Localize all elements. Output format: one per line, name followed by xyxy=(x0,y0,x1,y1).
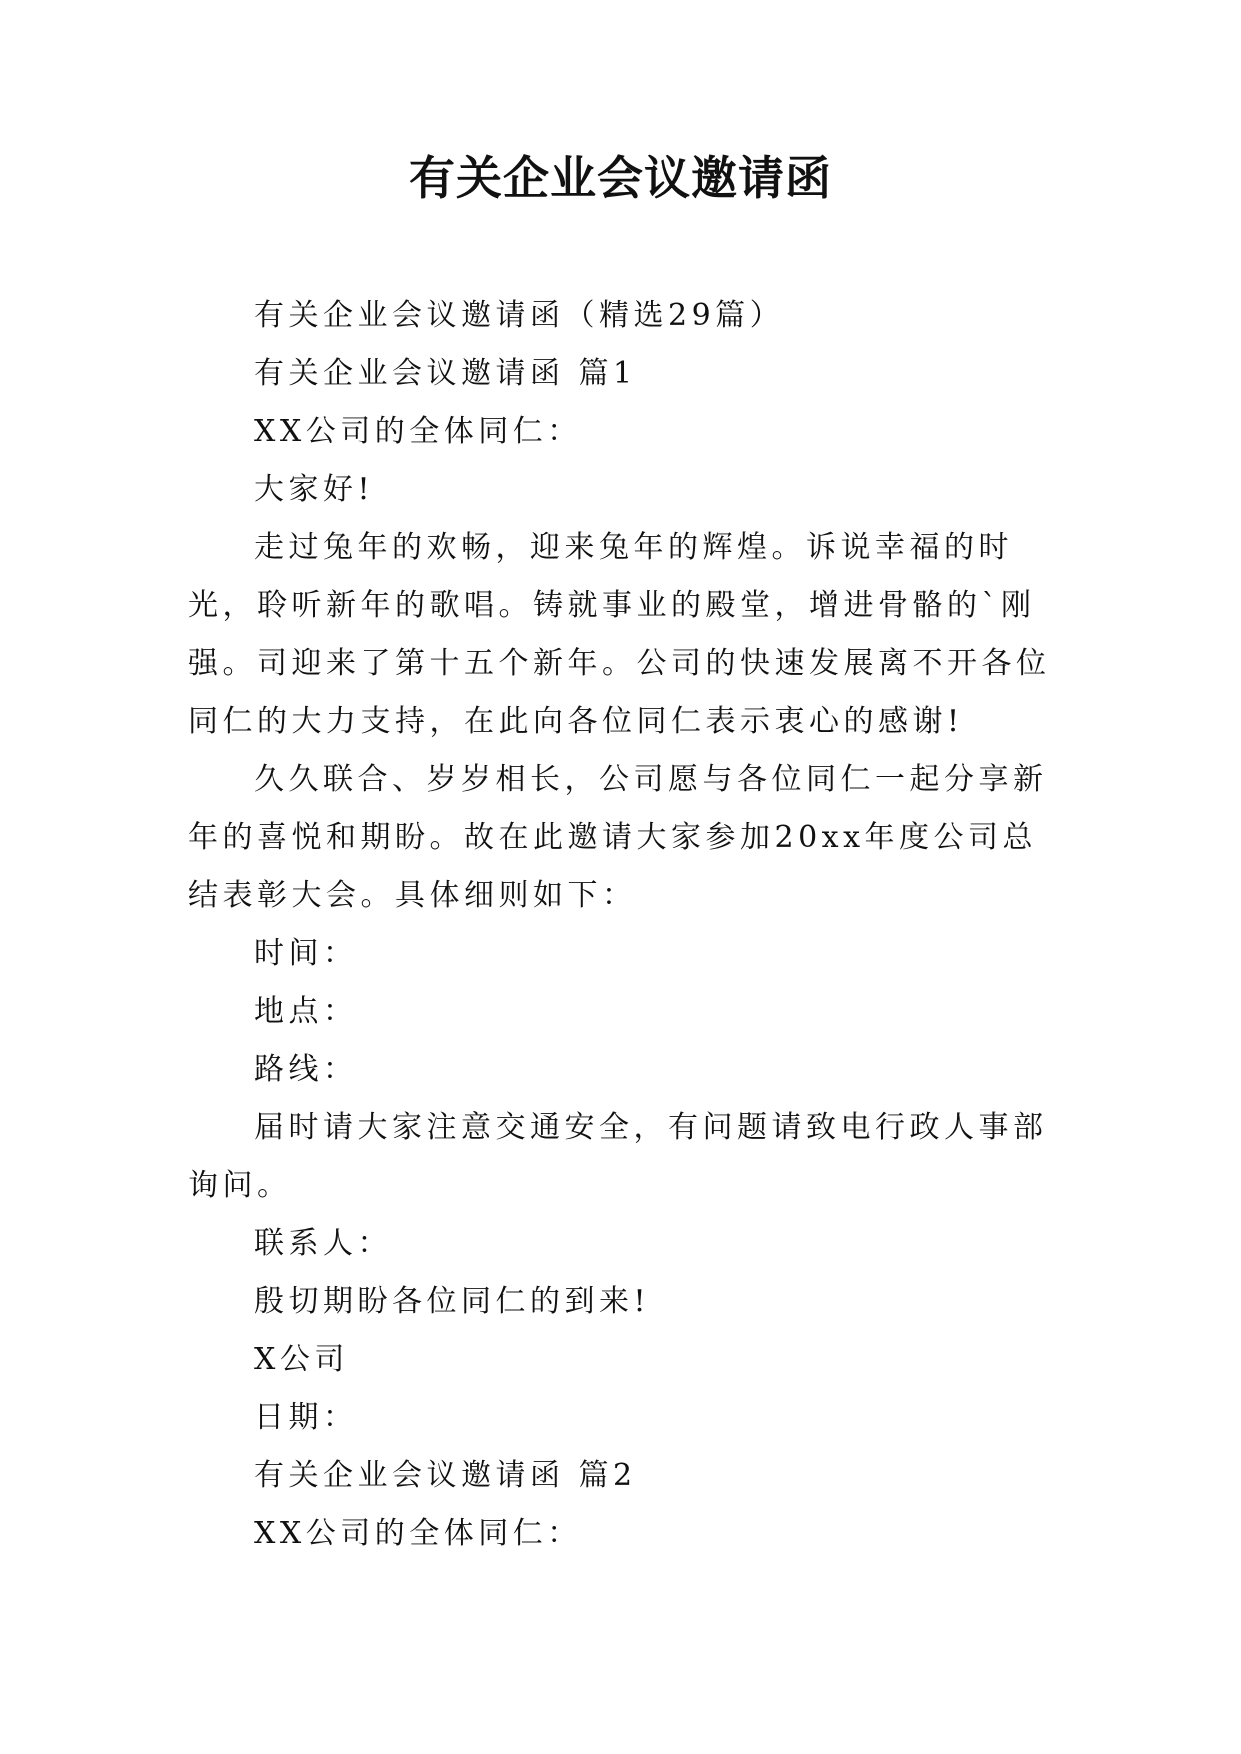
salutation: XX公司的全体同仁： xyxy=(254,1516,582,1551)
date-field: 日期： xyxy=(254,1400,358,1435)
closing-line: 殷切期盼各位同仁的到来! xyxy=(254,1284,651,1319)
section-heading-1: 有关企业会议邀请函 篇1 xyxy=(254,356,637,391)
signature-company: X公司 xyxy=(254,1342,349,1377)
route-field: 路线： xyxy=(254,1052,358,1087)
section-heading-2: 有关企业会议邀请函 篇2 xyxy=(254,1458,637,1493)
subtitle-line: 有关企业会议邀请函（精选29篇） xyxy=(254,298,785,333)
document-title: 有关企业会议邀请函 xyxy=(409,151,832,205)
body-paragraph: 走过兔年的欢畅，迎来兔年的辉煌。诉说幸福的时光，聆听新年的歌唱。铸就事业的殿堂，增进骨骼的`刚强。司迎来了第十五个新年。公司的快速发展离不开各位同仁的大力支持，在此向各位同仁表示衷心的感谢! xyxy=(188,530,1051,739)
body-paragraph: 届时请大家注意交通安全，有问题请致电行政人事部询问。 xyxy=(188,1110,1048,1203)
body-paragraph: 久久联合、岁岁相长，公司愿与各位同仁一起分享新年的喜悦和期盼。故在此邀请大家参加20xx年度公司总结表彰大会。具体细则如下： xyxy=(188,762,1048,913)
document-body xyxy=(188,287,1058,1563)
contact-field: 联系人： xyxy=(254,1226,392,1261)
time-field: 时间： xyxy=(254,936,358,971)
greeting: 大家好! xyxy=(254,472,375,507)
salutation: XX公司的全体同仁： xyxy=(254,414,582,449)
location-field: 地点： xyxy=(254,994,358,1029)
